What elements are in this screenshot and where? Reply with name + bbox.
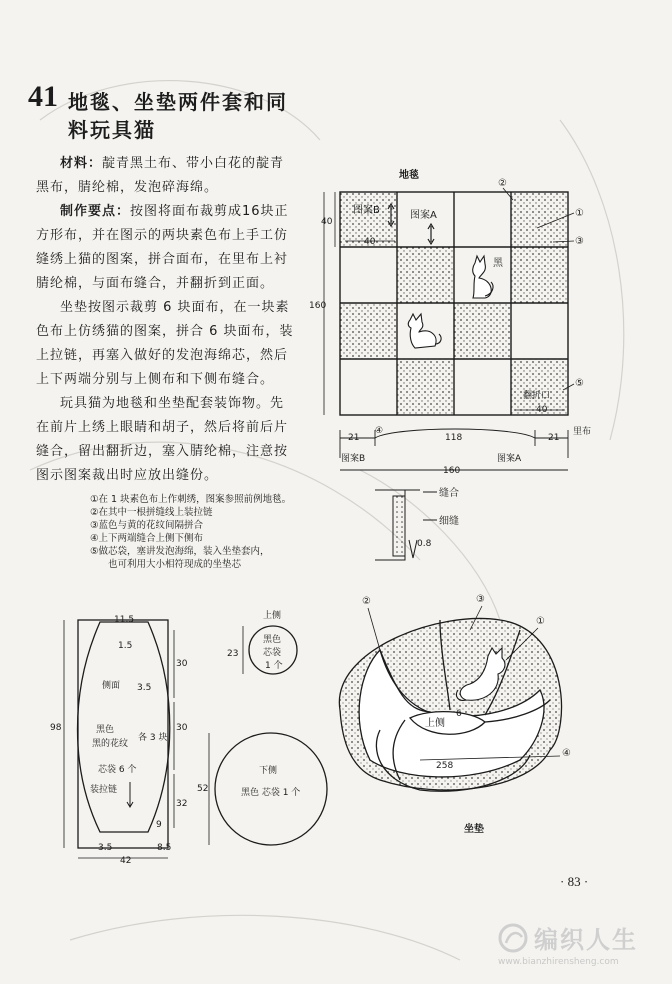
materials-label: 材料： [60, 156, 103, 171]
bottom-circle-dim: 52 [197, 784, 209, 794]
note-item: 也可利用大小相符现成的坐垫芯 [108, 559, 242, 570]
panel-side: 侧面 [102, 681, 121, 691]
method-line: 上拉链，再塞入做好的发泡海绵芯，然后 [36, 348, 289, 363]
dim-40-fold: 40 [536, 405, 548, 415]
bottom-pattern-b: 图案B [341, 454, 366, 464]
seam-detail [365, 480, 505, 570]
panel-bl: 3.5 [98, 843, 113, 853]
top-circle-title: 上侧 [263, 611, 282, 621]
dim-160-side: 160 [309, 301, 327, 311]
panel-count: 各 3 块 [138, 733, 168, 743]
marker-4: ④ [375, 426, 384, 436]
panel-core: 芯袋 6 个 [98, 765, 137, 775]
top-circle-l1: 黑色 [263, 635, 282, 645]
top-circle-l2: 芯袋 [263, 648, 282, 658]
cushion-marker-3: ③ [476, 594, 485, 605]
panel-r30a: 30 [176, 659, 188, 669]
method-first [60, 188, 320, 224]
rug-title: 地毯 [399, 170, 419, 181]
cushion-dim: 258 [436, 761, 454, 771]
rug-pattern-b: 图案B [353, 205, 380, 216]
cushion-six: 6 [456, 709, 462, 719]
panel-w-top: 11.5 [114, 615, 135, 625]
rug-fold-label: 翻折口 [523, 391, 551, 401]
materials-text1: 靛青黑土布、带小白花的靛青 [102, 156, 285, 171]
top-circle-l3: 1 个 [265, 661, 283, 671]
panel-pattern: 黑的花纹 [92, 739, 129, 749]
method-line: 腈纶棉，与面布缝合，并翻折到正面。 [36, 276, 275, 291]
marker-3: ③ [575, 236, 584, 247]
panel-black: 黑色 [96, 725, 115, 735]
cushion-diagram [320, 590, 590, 840]
note-item: ⑤做芯袋，塞讲发泡海绵，装入坐垫套内， [90, 546, 270, 557]
section-title-line2: 料玩具猫 [68, 118, 156, 142]
cat-icon [408, 314, 441, 348]
dim-118: 118 [445, 433, 463, 443]
section-number: 41 [28, 80, 58, 113]
dim-21-left: 21 [348, 433, 360, 443]
marker-1: ① [575, 208, 584, 219]
watermark-url: www.bianzhirensheng.com [498, 957, 619, 967]
panel-w-bot: 42 [120, 856, 132, 866]
section-title-line1: 地毯、坐垫两件套和同 [68, 90, 288, 114]
cushion-label: 坐垫 [464, 824, 484, 835]
panel-r30b: 30 [176, 723, 188, 733]
watermark-brand: 编织人生 [534, 926, 638, 954]
method-line: 缝绣上猫的图案，拼合面布，在里布上衬 [36, 252, 289, 267]
dim-160-bottom: 160 [443, 466, 461, 476]
bottom-circle-title: 下侧 [259, 766, 278, 776]
dim-40-inner: 40 [364, 237, 376, 247]
page-number: · 83 · [560, 874, 589, 889]
marker-2: ② [498, 178, 507, 189]
method-line: 方形布，并在图示的两块素色布上手工仿 [36, 228, 289, 243]
note-item: ①在 1 块素色布上作刺绣，图案参照前例地毯。 [90, 494, 292, 505]
rug-black-label: 黑 [493, 258, 503, 269]
cat-icon [473, 256, 493, 298]
panel-a: 1.5 [118, 641, 133, 651]
method-line: 图示图案裁出时应放出缝份。 [36, 468, 219, 483]
top-circle-diagram [225, 600, 305, 690]
panel-zip: 装拉链 [90, 785, 118, 795]
marker-5: ⑤ [575, 378, 584, 389]
bottom-circle-l1: 黑色 芯袋 1 个 [241, 788, 301, 798]
dim-21-right: 21 [548, 433, 560, 443]
cushion-marker-4: ④ [562, 748, 571, 759]
method-line: 玩具猫为地毯和坐垫配套装饰物。先 [60, 396, 285, 411]
seam-sew-label: 缝合 [439, 488, 459, 499]
cushion-marker-1: ① [536, 616, 545, 627]
panel-b: 3.5 [137, 683, 152, 693]
watermark-logo-icon [498, 923, 528, 953]
rug-pattern-a: 图案A [410, 210, 437, 221]
method-line: 色布上仿绣猫的图案，拼合 6 块面布，装 [36, 324, 294, 339]
note-item: ③蓝色与黄的花纹间隔拼合 [90, 520, 204, 531]
method-block [36, 224, 326, 488]
method-line: 坐垫按图示裁剪 6 块面布，在一块素 [60, 300, 290, 315]
top-circle-dim: 23 [227, 649, 239, 659]
panel-height: 98 [50, 723, 62, 733]
arrow-icon [127, 782, 133, 807]
lining-label: 里布 [573, 427, 592, 437]
notes-list [90, 493, 350, 571]
panel-r32: 32 [176, 799, 188, 809]
panel-br: 8.5 [157, 843, 172, 853]
note-item: ②在其中一根拼缝线上装拉链 [90, 507, 213, 518]
seam-value: 0.8 [417, 539, 432, 549]
method-label: 制作要点： [60, 204, 131, 219]
seam-edge-label: 细缝 [439, 516, 459, 527]
rug-diagram [309, 168, 615, 478]
watermark [498, 920, 668, 967]
cushion-top-label: 上侧 [425, 718, 445, 729]
method-line: 按图将面布裁剪成16块正 [130, 204, 289, 219]
method-line: 缝合，留出翻折边，塞入腈纶棉，注意按 [36, 444, 289, 459]
method-line: 在前片上绣上眼睛和胡子，然后将前后片 [36, 420, 289, 435]
materials-paragraph [60, 152, 310, 176]
bottom-pattern-a: 图案A [497, 454, 522, 464]
note-item: ④上下两端缝合上侧下侧布 [90, 533, 204, 544]
method-line: 上下两端分别与上侧布和下侧布缝合。 [36, 372, 275, 387]
materials-text2: 黑布，腈纶棉，发泡碎海绵。 [36, 180, 219, 195]
side-panel-diagram [50, 610, 210, 870]
panel-c: 9 [156, 820, 162, 830]
dim-40-side: 40 [321, 217, 333, 227]
cushion-marker-2: ② [362, 596, 371, 607]
